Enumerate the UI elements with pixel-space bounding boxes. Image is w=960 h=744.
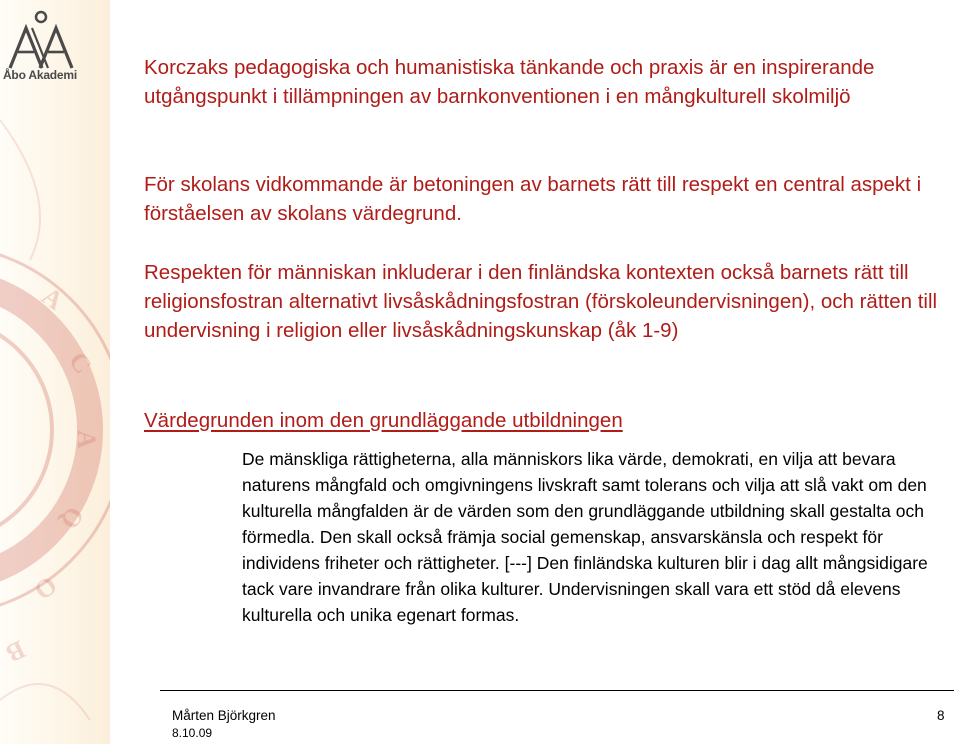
section-heading: Värdegrunden inom den grundläggande utbildningen [144, 409, 623, 432]
footer-divider [160, 690, 954, 691]
paragraph-korczak: Korczaks pedagogiska och humanistiska tänkande och praxis är en inspirerande utgångspunkt i tillämpningen av barnkonventionen i en mångkulturell skolmiljö [144, 56, 875, 108]
svg-text:A: A [72, 430, 101, 449]
svg-text:Q: Q [54, 502, 90, 535]
svg-text:O: O [28, 570, 63, 606]
svg-text:B: B [1, 634, 30, 669]
page-number: 8 [937, 708, 945, 723]
logo-wordmark: Åbo Akademi [2, 68, 78, 82]
footer-date: 8.10.09 [172, 726, 213, 740]
paragraph-religion: Respekten för människan inkluderar i den finländska kontexten också barnets rätt till religionsfostran alternativt livsåskådningsfostran (förskoleundervisningen), och rätten till undervisning i religion eller livsåskådningskunskap (åk 1-9) [144, 261, 938, 342]
seal-watermark [0, 0, 110, 744]
paragraph-respect: För skolans vidkommande är betoningen av barnets rätt till respekt en central aspekt i förståelsen av skolans värdegrund. [144, 173, 922, 225]
curriculum-quote: De mänskliga rättigheterna, alla människors lika värde, demokrati, en vilja att bevara naturens mångfald och omgivningens livskraft samt tolerans och vilja att slå vakt om den kulturella mångfalden är de värden som den grundläggande utbildning skall gestalta och förmedla. Den skall också främja social gemenskap, ansvarskänsla och respekt för individens friheter och rättigheter. [---] Den finländska kulturen blir i dag allt mångsidigare tack vare invandrare från olika kulturer. Undervisningen skall vara ett stöd då elevens kulturella och unika egenart formas. [242, 449, 928, 625]
svg-text:A: A [36, 281, 69, 316]
footer-author: Mårten Björkgren [172, 708, 276, 723]
sidebar-decoration [0, 0, 110, 744]
svg-text:C: C [63, 346, 98, 379]
